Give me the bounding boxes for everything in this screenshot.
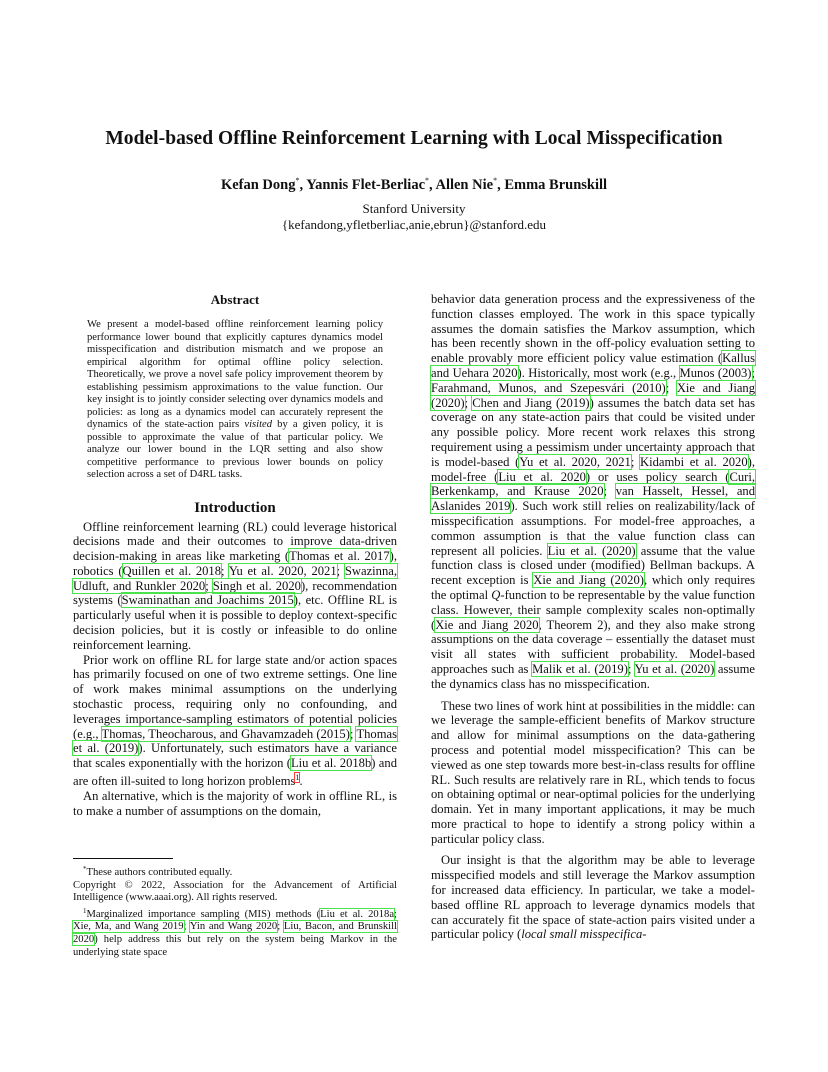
abstract-emphasis: visited (244, 419, 273, 430)
abstract-body: We present a model-based offline reinforcement learning policy performance lower bound that explicitly captures dynamics model misspecification and distribution mismatch and we propose an empirical algorithm for optimal offline policy selection. Theoretically, we prove a novel safe policy improvement theorem by establishing pessimism approximations to the value function. Our key insight is to jointly consider selecting over dynamics models and policies: as long as a dynamics model can accurately represent the dynamics of the state-action pairs visited by a given policy, it is possible to approximate the value of that particular policy. We analyze our lower bound in the LQR setting and also show competitive performance to previous lower bounds on policy selection across a set of D4RL tasks. (87, 319, 383, 480)
intro-paragraph-3: An alternative, which is the majority of work in offline RL, is to make a number of assumptions on the domain, (73, 788, 397, 818)
citation-link[interactable]: Thomas et al. (2019) (73, 726, 398, 756)
citation-link[interactable]: Quillen et al. 2018 (122, 563, 222, 578)
paper-title: Model-based Offline Reinforcement Learning with Local Misspecification (105, 128, 723, 149)
citation-link[interactable]: Xie and Jiang (2020) (431, 380, 756, 410)
author-name: Kefan Dong (220, 177, 296, 193)
citation-link[interactable]: Thomas, Theocharous, and Ghavamzadeh (2015) (101, 726, 350, 741)
citation-link[interactable]: Chen and Jiang (2019) (472, 395, 590, 410)
citation-link[interactable]: Liu et al. 2020 (498, 469, 586, 484)
citation-link[interactable]: Yu et al. 2020, 2021 (519, 454, 631, 469)
footnote-1: $^1$Marginalized importance sampling (MIS) methods (Liu et al. 2018a; Xie, Ma, and Wang 2019; Yin and Wang 2020; Liu, Bacon, and Brunskill 2020) help address this but rely on the system being Markov in the underlying state space (73, 906, 398, 958)
citation-link[interactable]: Yu et al. 2020, 2021 (228, 563, 337, 578)
citation-link[interactable]: Swaminathan and Joachims 2015 (121, 593, 294, 608)
author-name: Emma Brunskill (504, 177, 608, 193)
citation-link[interactable]: Liu et al. (2020) (547, 543, 636, 558)
footnote-rule (73, 858, 173, 859)
citation-link[interactable]: Liu et al. 2018a (320, 908, 395, 920)
italic-text: Q (491, 587, 501, 602)
copyright-notice: Copyright © 2022, Association for the Advancement of Artificial Intelligence (www.aaai.org). All rights reserved. (73, 879, 397, 904)
citation-link[interactable]: Thomas et al. 2017 (289, 549, 390, 564)
intro-paragraph-1: Offline reinforcement learning (RL) could leverage historical decisions made and their outcomes to improve data-driven decision-making in areas like marketing (Thomas et al. 2017), robotics (Quillen et al. 2018; Yu et al. 2020, 2021; Swazinna, Udluft, and Runkler 2020; Singh et al. 2020), recommendation systems (Swaminathan and Joachims 2015), etc. Offline RL is particularly useful when it is possible to deploy context-specific decision policies, but it is costly or infeasible to do online reinforcement learning. (73, 519, 398, 652)
author-name: Allen Nie (435, 177, 494, 193)
citation-link[interactable]: Kidambi et al. 2020 (640, 454, 748, 469)
footnote-reference-link[interactable]: 1 (295, 773, 300, 783)
equal-contribution-mark: * (425, 176, 430, 185)
citation-link[interactable]: Kallus and Uehara 2020 (431, 351, 755, 380)
footnotes (73, 858, 397, 959)
equal-contribution-mark: * (493, 176, 498, 185)
citation-link[interactable]: Malik et al. (2019) (532, 661, 628, 676)
right-paragraph-2: These two lines of work hint at possibilities in the middle: can we leverage the sample-efficient benefits of Markov structure and allow for minimal assumptions on the data-gathering process and potential model misspecification? This can be viewed as one step towards more best-in-class results for offline RL. Such results are relatively rare in RL, which tends to focus on obtaining optimal or near-optimal policies for the underlying domain. Yet in many important applications, it may be much more practical to hope to identify a strong policy within a particular policy class. (431, 698, 755, 846)
author-emails: {kefandong,yfletberliac,anie,ebrun}@stanford.edu (281, 217, 547, 232)
section-heading-introduction: Introduction (194, 499, 276, 516)
citation-link[interactable]: Farahmand, Munos, and Szepesvári (2010) (431, 380, 666, 395)
author-list: Kefan Dong*, Yannis Flet-Berliac*, Allen Nie*, Emma Brunskill (220, 176, 608, 193)
citation-link[interactable]: Xie and Jiang (2020) (533, 573, 644, 588)
citation-link[interactable]: Curi, Berkenkamp, and Krause 2020 (431, 469, 756, 499)
citation-link[interactable]: Liu et al. 2018b (290, 756, 372, 771)
citation-link[interactable]: Xie, Ma, and Wang 2019 (73, 921, 184, 933)
citation-link[interactable]: Yu et al. (2020) (634, 661, 715, 676)
italic-text: local small misspecifica- (521, 927, 647, 942)
author-name: Yannis Flet-Berliac (306, 177, 426, 193)
affiliation-block (0, 201, 828, 233)
left-column (73, 292, 397, 818)
citation-link[interactable]: Munos (2003) (679, 365, 752, 380)
citation-link[interactable]: Swazinna, Udluft, and Runkler 2020 (73, 563, 397, 593)
citation-link[interactable]: Singh et al. 2020 (212, 578, 301, 593)
right-paragraph-1: behavior data generation process and the expressiveness of the function classes employed. The work in this space typically assumes the domain satisfies the Markov assumption, which has been recently shown in the off-policy evaluation setting to enable provably more efficient policy value estimation (Kallus and Uehara 2020). Historically, most work (e.g., Munos (2003); Farahmand, Munos, and Szepesvári (2010); Xie and Jiang (2020); Chen and Jiang (2019)) assumes the batch data set has coverage on any state-action pairs that could be visited under any possible policy. More recent work relaxes this strong requirement using a pessimism under uncertainty approach that is model-based (Yu et al. 2020, 2021; Kidambi et al. 2020), model-free (Liu et al. 2020) or uses policy search (Curi, Berkenkamp, and Krause 2020; van Hasselt, Hessel, and Aslanides 2019). Such work still relies on realizability/lack of misspecification assumptions. For model-free approaches, a common assumption is that the value function class can represent all policies. Liu et al. (2020) assume that the value function class is closed under (modified) Bellman backups. A recent exception is Xie and Jiang (2020), which only requires the optimal Q-function to be representable by the value function class. However, their sample complexity scales non-optimally (Xie and Jiang 2020, Theorem 2), and they also make strong assumptions on the data coverage – essentially the dataset must visit all states with sufficient probability. Model-based approaches such as Malik et al. (2019); Yu et al. (2020) assume the dynamics class has no misspecification. (431, 292, 756, 691)
citation-link[interactable]: Liu, Bacon, and Brunskill 2020 (73, 921, 398, 945)
citation-link[interactable]: van Hasselt, Hessel, and Aslanides 2019 (431, 484, 756, 514)
right-paragraph-3: Our insight is that the algorithm may be able to leverage misspecified models and still leverage the Markov assumption for increased data efficiency. In particular, we take a model-based offline RL approach to leverage dynamics models that can accurately fit the space of state-action pairs visited under a particular policy (local small misspecifica- (431, 853, 755, 942)
equal-contribution-mark: * (295, 176, 300, 185)
right-column (431, 292, 755, 942)
footnote-equal-contribution: *These authors contributed equally. (83, 865, 233, 878)
affiliation: Stanford University (362, 201, 466, 216)
footnote-number: 1 (83, 906, 87, 915)
intro-paragraph-2: Prior work on offline RL for large state and/or action spaces has primarily focused on one of two extreme settings. One line of work makes minimal assumptions on the underlying stochastic process, requiring only no confounding, and leverages importance-sampling estimators of potential policies (e.g., Thomas, Theocharous, and Ghavamzadeh (2015); Thomas et al. (2019)). Unfortunately, such estimators have a variance that scales exponentially with the horizon (Liu et al. 2018b) and are often ill-suited to long horizon problems$^1$. (73, 652, 398, 789)
citation-link[interactable]: Yin and Wang 2020 (189, 921, 278, 933)
abstract-heading: Abstract (210, 292, 260, 307)
citation-link[interactable]: Xie and Jiang 2020 (435, 617, 539, 632)
